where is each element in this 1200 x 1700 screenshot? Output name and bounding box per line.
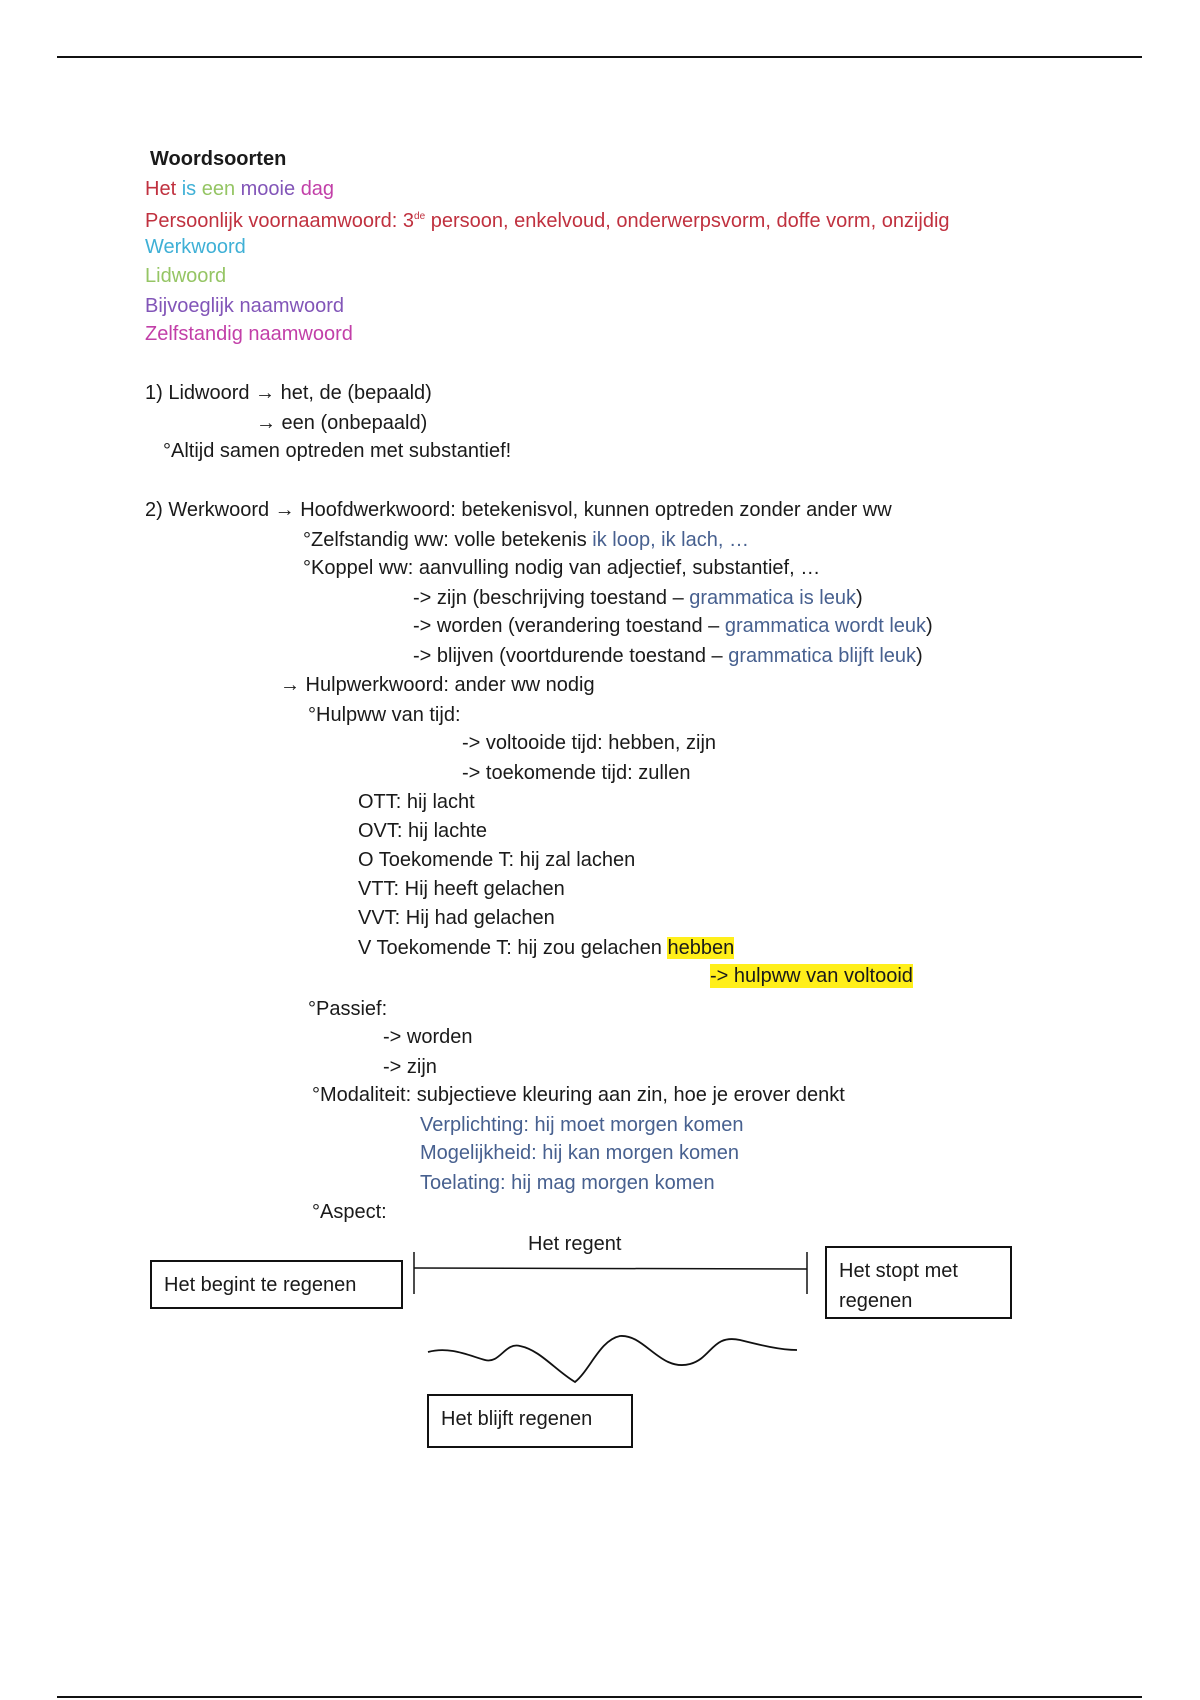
wavy-line xyxy=(428,1336,797,1382)
hulpwerkwoord: → Hulpwerkwoord: ander ww nodig xyxy=(280,674,595,696)
tense-ovt: OVT: hij lachte xyxy=(358,820,487,842)
box-begint: Het begint te regenen xyxy=(150,1260,403,1309)
tense-vtt: VTT: Hij heeft gelachen xyxy=(358,878,565,900)
legend-noun: Zelfstandig naamwoord xyxy=(145,323,353,345)
lidwoord-line-2: → een (onbepaald) xyxy=(256,412,428,434)
tense-vvt: VVT: Hij had gelachen xyxy=(358,907,555,929)
lidwoord-note: °Altijd samen optreden met substantief! xyxy=(163,440,512,462)
toekomende-tijd: -> toekomende tijd: zullen xyxy=(462,762,691,784)
example-word-verb: is xyxy=(181,178,197,200)
page-title: Woordsoorten xyxy=(150,148,287,170)
koppel-worden: -> worden (verandering toestand – grammatica wordt leuk) xyxy=(413,615,933,637)
highlight-note: -> hulpww van voltooid xyxy=(710,965,913,987)
voltooide-tijd: -> voltooide tijd: hebben, zijn xyxy=(462,732,717,754)
passief-worden: -> worden xyxy=(383,1026,473,1048)
legend-adjective: Bijvoeglijk naamwoord xyxy=(145,295,344,317)
tense-vtoek: V Toekomende T: hij zou gelachen hebben xyxy=(358,937,735,959)
passief: °Passief: xyxy=(308,998,388,1020)
timeline-line xyxy=(414,1268,807,1269)
hulpww-tijd: °Hulpww van tijd: xyxy=(308,704,461,726)
example-word-article: een xyxy=(201,178,236,200)
legend-article: Lidwoord xyxy=(145,265,227,287)
koppel-blijven: -> blijven (voortdurende toestand – grammatica blijft leuk) xyxy=(413,645,923,667)
werkwoord-line-1: 2) Werkwoord → Hoofdwerkwoord: betekenisvol, kunnen optreden zonder ander ww xyxy=(145,499,892,521)
highlight-hebben: hebben xyxy=(667,937,735,959)
koppel-ww: °Koppel ww: aanvulling nodig van adjectief, substantief, … xyxy=(303,557,821,579)
tense-otoek: O Toekomende T: hij zal lachen xyxy=(358,849,636,871)
koppel-zijn: -> zijn (beschrijving toestand – grammatica is leuk) xyxy=(413,587,863,609)
box-stopt: Het stopt met regenen xyxy=(825,1246,1012,1319)
tense-ott: OTT: hij lacht xyxy=(358,791,475,813)
lidwoord-line-1: 1) Lidwoord → het, de (bepaald) xyxy=(145,382,432,404)
aspect-heading: °Aspect: xyxy=(312,1201,387,1223)
legend-verb: Werkwoord xyxy=(145,236,246,258)
box-blijft: Het blijft regenen xyxy=(427,1394,633,1448)
modaliteit-toelating: Toelating: hij mag morgen komen xyxy=(420,1172,715,1194)
example-word-adjective: mooie xyxy=(240,178,296,200)
example-word-pronoun: Het xyxy=(145,178,177,200)
modaliteit: °Modaliteit: subjectieve kleuring aan zin, hoe je erover denkt xyxy=(312,1084,845,1106)
modaliteit-mogelijkheid: Mogelijkheid: hij kan morgen komen xyxy=(420,1142,740,1164)
label-het-regent: Het regent xyxy=(528,1233,622,1255)
passief-zijn: -> zijn xyxy=(383,1056,437,1078)
modaliteit-verplichting: Verplichting: hij moet morgen komen xyxy=(420,1114,744,1136)
zelfstandig-ww: °Zelfstandig ww: volle betekenis ik loop, ik lach, … xyxy=(303,529,749,551)
example-word-noun: dag xyxy=(300,178,335,200)
legend-pronoun: Persoonlijk voornaamwoord: 3de persoon, enkelvoud, onderwerpsvorm, doffe vorm, onzijdig xyxy=(145,210,950,232)
